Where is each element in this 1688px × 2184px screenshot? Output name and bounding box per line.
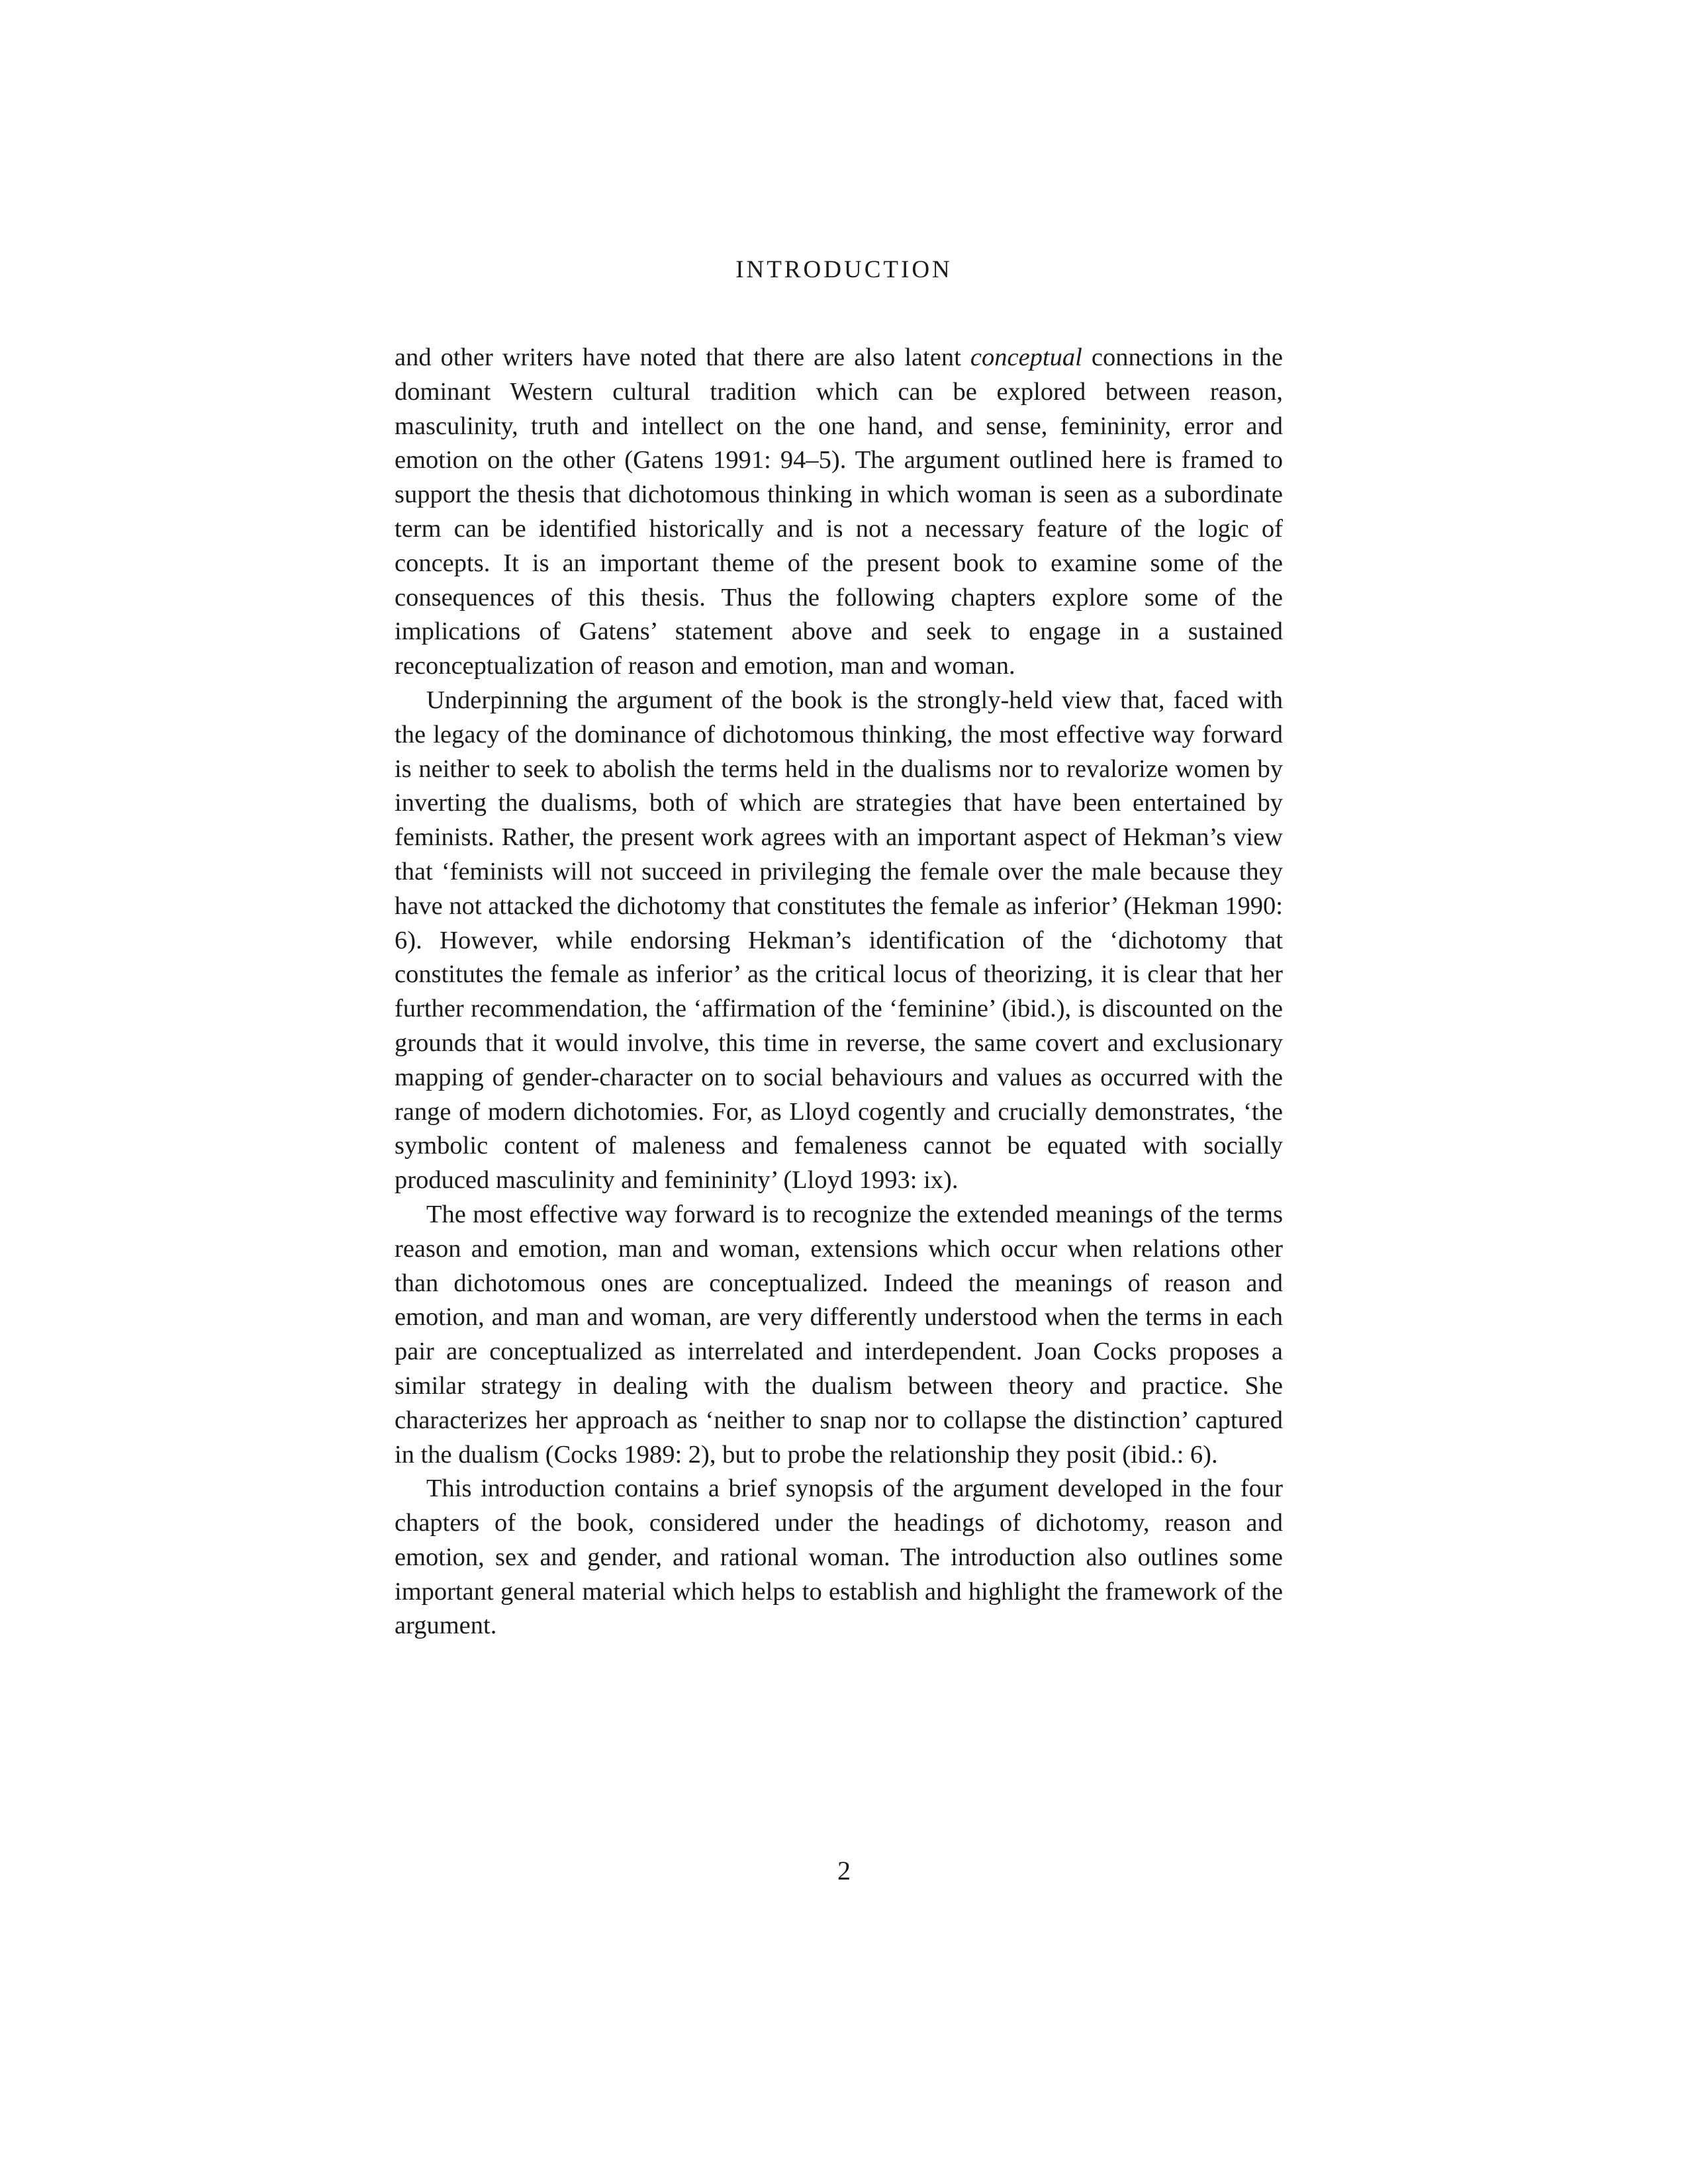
paragraph-2: Underpinning the argument of the book is the strongly-held view that, faced with the legacy of the dominance of dichotomous thinking, the most effective way forward is neither to seek to abolish the terms held in the dualisms nor to revalorize women by inverting the dualisms, both of which are strategies that have been entertained by feminists. Rather, the present work agrees with an important aspect of Hekman’s view that ‘feminists will not succeed in privileging the female over the male because they have not attacked the dichotomy that constitutes the female as inferior’ (Hekman 1990: 6). However, while endorsing Hekman’s identification of the ‘dichotomy that constitutes the female as inferior’ as the critical locus of theorizing, it is clear that her further recommendation, the ‘affirmation of the ‘feminine’ (ibid.), is discounted on the grounds that it would involve, this time in reverse, the same covert and exclusionary mapping of gender-character on to social behaviours and values as occurred with the range of modern dichotomies. For, as Lloyd cogently and crucially demonstrates, ‘the symbolic content of maleness and femaleness cannot be equated with socially produced masculinity and femininity’ (Lloyd 1993: ix). — [395, 686, 1283, 1195]
paragraph-1 — [395, 341, 1283, 684]
page-number: 2 — [837, 1856, 851, 1886]
paragraph-4: This introduction contains a brief synopsis of the argument developed in the four chapters of the book, considered under the headings of dichotomy, reason and emotion, sex and gender, and rational woman. The introduction also outlines some important general material which helps to establish and highlight the framework of the argument. — [395, 1475, 1283, 1640]
paragraph-1-text-continued: connections in the dominant Western cultural tradition which can be explored between reason, masculinity, truth and intellect on the one hand, and sense, femininity, error and emotion on the other (Gatens 1991: 94–5). The argument outlined here is framed to support the thesis that dichotomous thinking in which woman is seen as a subordinate term can be identified historically and is not a necessary feature of the logic of concepts. It is an important theme of the present book to examine some of the consequences of this thesis. Thus the following chapters explore some of the implications of Gatens’ statement above and seek to engage in a sustained reconceptualization of reason and emotion, man and woman. — [395, 343, 1283, 680]
paragraph-3: The most effective way forward is to recognize the extended meanings of the terms reason and emotion, man and woman, extensions which occur when relations other than dichotomous ones are conceptualized. Indeed the meanings of reason and emotion, and man and woman, are very differently understood when the terms in each pair are conceptualized as interrelated and interdependent. Joan Cocks proposes a similar strategy in dealing with the dualism between theory and practice. She characterizes her approach as ‘neither to snap nor to collapse the distinction’ captured in the dualism (Cocks 1989: 2), but to probe the relationship they posit (ibid.: 6). — [395, 1200, 1283, 1469]
emphasis-conceptual: conceptual — [970, 343, 1082, 371]
running-head: INTRODUCTION — [735, 256, 953, 283]
paragraph-1-text: and other writers have noted that there are also latent — [395, 343, 970, 371]
body-text — [395, 341, 1283, 1643]
